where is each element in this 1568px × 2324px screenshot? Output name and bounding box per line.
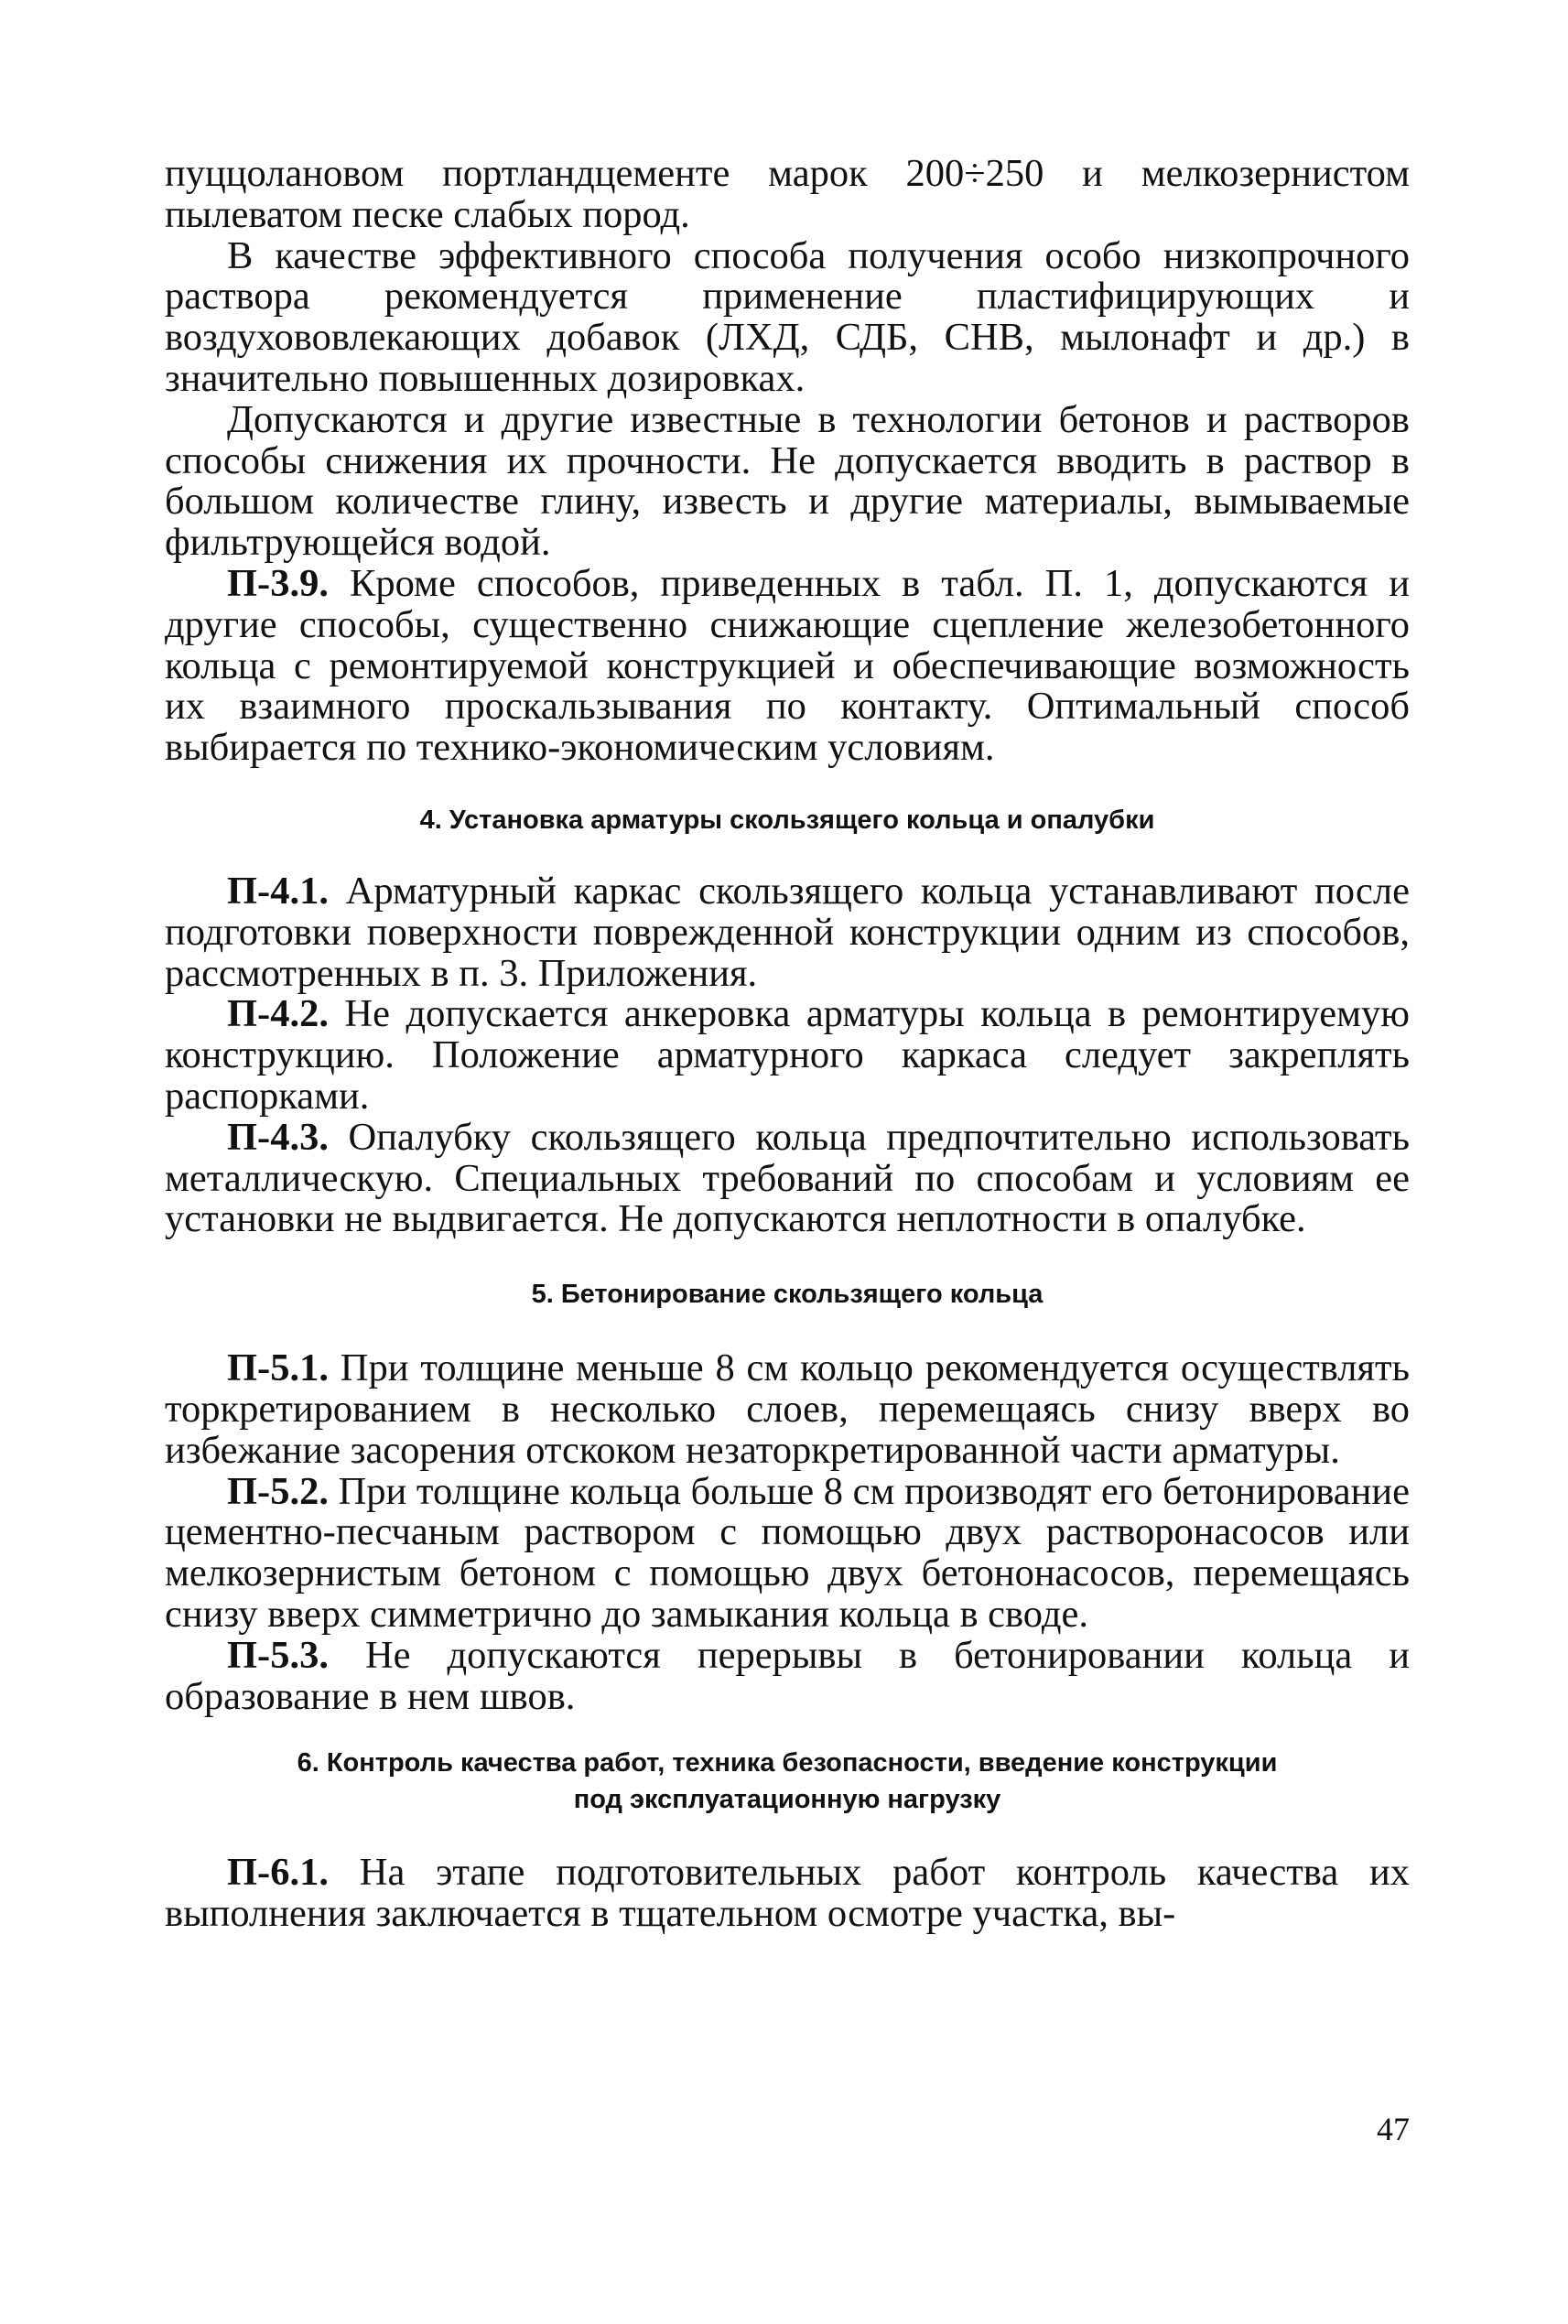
clause-4-3 — [165, 1115, 1410, 1241]
clause-number: П-3.9. — [227, 561, 329, 605]
clause-4-1 — [165, 871, 1410, 994]
clause-5-3 — [165, 1633, 1410, 1718]
clause-text: Арматурный каркас скользящего кольца устанавливают после подготовки поверхности поврежденной конструкции одним из способов, рассмотренных в п. 3. Приложения. — [165, 869, 1410, 995]
clause-text: Не допускаются перерывы в бетонировании кольца и образование в нем швов. — [165, 1633, 1410, 1718]
clause-number: П-4.3. — [227, 1115, 329, 1159]
section-6-heading-line-2: под эксплуатационную нагрузку — [573, 1785, 1001, 1815]
clause-4-2 — [165, 994, 1410, 1117]
section-5-heading: 5. Бетонирование скользящего кольца — [531, 1280, 1044, 1310]
clause-number: П-4.1. — [227, 869, 329, 913]
paragraph-other-methods: Допускаются и другие известные в технологии бетонов и растворов способы снижения их прочности. Не допускается вводить в раствор в большом количестве глину, известь и другие материалы, вымываемые фильтрующейся водой. — [165, 397, 1410, 565]
clause-number: П-5.3. — [227, 1633, 329, 1677]
clause-number: П-6.1. — [227, 1851, 329, 1895]
clause-text: На этапе подготовительных работ контроль качества их выполнения заключается в тщательном осмотре участка, вы- — [165, 1851, 1410, 1936]
clause-3-9 — [165, 561, 1410, 770]
clause-5-1 — [165, 1348, 1410, 1471]
clause-text: При толщине кольца больше 8 см производят его бетонирование цементно-песчаным раствором с помощью двух растворонасосов или мелкозернистым бетоном с помощью двух бетононасосов, перемещаясь снизу вверх симметрично до замыкания кольца в своде. — [165, 1469, 1410, 1636]
clause-6-1 — [165, 1853, 1410, 1935]
section-4-heading: 4. Установка арматуры скользящего кольца и опалубки — [419, 805, 1155, 835]
clause-number: П-4.2. — [227, 992, 329, 1036]
section-6-heading-line-1: 6. Контроль качества работ, техника безопасности, введение конструкции — [297, 1748, 1278, 1778]
clause-text: Не допускается анкеровка арматуры кольца в ремонтируемую конструкцию. Положение арматурного каркаса следует закреплять распорками. — [165, 992, 1410, 1118]
clause-5-2 — [165, 1469, 1410, 1636]
clause-text: Кроме способов, приведенных в табл. П. 1, допускаются и другие способы, существенно снижающие сцепление железобетонного кольца с ремонтируемой конструкцией и обеспечивающие возможность их взаимного проскальзывания по контакту. Оптимальный способ выбирается по технико-экономическим условиям. — [165, 561, 1410, 770]
paragraph-continuation: пуццолановом портландцементе марок 200÷250 и мелкозернистом пылеватом песке слабых пород. — [165, 152, 1410, 236]
clause-number: П-5.2. — [227, 1469, 329, 1513]
page-number: 47 — [1377, 2111, 1410, 2147]
document-page — [165, 154, 1410, 1935]
paragraph-additives: В качестве эффективного способа получения особо низкопрочного раствора рекомендуется применение пластифицирующих и воздухововлекающих добавок (ЛХД, СДБ, СНВ, мылонафт и др.) в значительно повышенных дозировках. — [165, 233, 1410, 400]
section-6-heading — [165, 1745, 1410, 1818]
clause-number: П-5.1. — [227, 1346, 329, 1390]
clause-text: Опалубку скользящего кольца предпочтительно использовать металлическую. Специальных требований по способам и условиям ее установки не выдвигается. Не допускаются неплотности в опалубке. — [165, 1115, 1410, 1241]
clause-text: При толщине меньше 8 см кольцо рекомендуется осуществлять торкретированием в несколько слоев, перемещаясь снизу вверх во избежание засорения отскоком незаторкретированной части арматуры. — [165, 1346, 1410, 1472]
